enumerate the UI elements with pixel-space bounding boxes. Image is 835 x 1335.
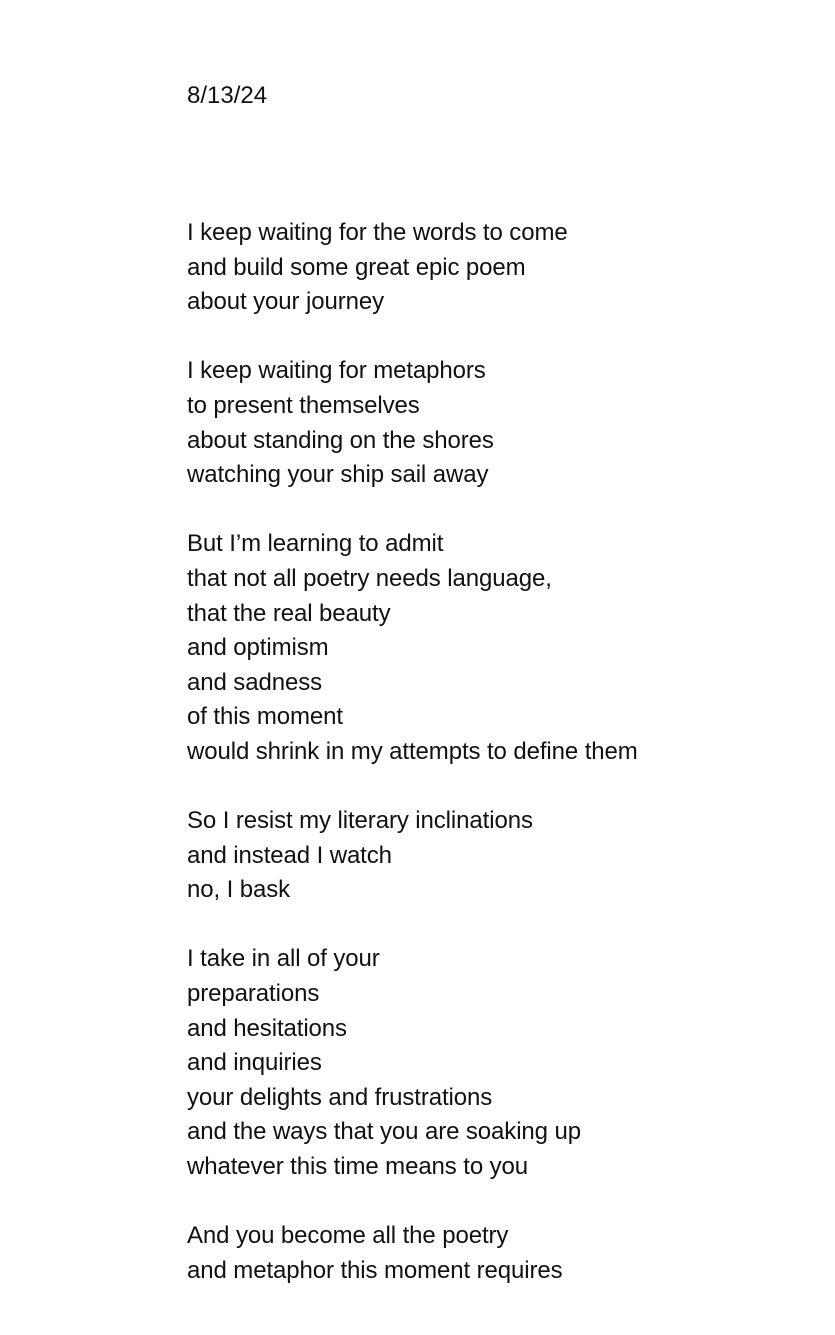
stanza-5	[187, 942, 638, 1184]
poem-line: And you become all the poetry	[187, 1222, 509, 1250]
poem-line: But I’m learning to admit	[187, 530, 444, 558]
poem-line: would shrink in my attempts to define them	[187, 737, 638, 765]
stanza-2	[187, 354, 638, 492]
poem-line: no, I bask	[187, 876, 291, 904]
poem-line: and the ways that you are soaking up	[187, 1118, 581, 1146]
poem-line: and sadness	[187, 668, 323, 696]
poem-line: your delights and frustrations	[187, 1083, 493, 1111]
poem-line: I keep waiting for metaphors	[187, 357, 486, 385]
poem-date: 8/13/24	[187, 82, 268, 109]
poem-line: that not all poetry needs language,	[187, 564, 552, 592]
poem-line: and hesitations	[187, 1014, 347, 1042]
poem-line: about standing on the shores	[187, 426, 494, 454]
poem-line: watching your ship sail away	[187, 461, 489, 489]
stanza-1	[187, 216, 638, 320]
poem-line: and metaphor this moment requires	[187, 1256, 563, 1284]
poem-line: So I resist my literary inclinations	[187, 807, 533, 835]
poem-line: that the real beauty	[187, 599, 391, 627]
poem-line: and optimism	[187, 634, 329, 662]
poem-line: about your journey	[187, 288, 384, 316]
poem-line: of this moment	[187, 703, 343, 731]
poem-line: whatever this time means to you	[187, 1153, 529, 1181]
stanza-3	[187, 527, 638, 769]
poem-body	[187, 216, 638, 1323]
poem-line: and inquiries	[187, 1049, 322, 1077]
poem-line: and build some great epic poem	[187, 253, 526, 281]
stanza-6	[187, 1219, 638, 1288]
poem-line: I take in all of your	[187, 945, 380, 973]
poem-line: preparations	[187, 980, 320, 1008]
poem-line: to present themselves	[187, 391, 420, 419]
poem-line: and instead I watch	[187, 841, 392, 869]
stanza-4	[187, 804, 638, 908]
poem-line: I keep waiting for the words to come	[187, 219, 568, 246]
